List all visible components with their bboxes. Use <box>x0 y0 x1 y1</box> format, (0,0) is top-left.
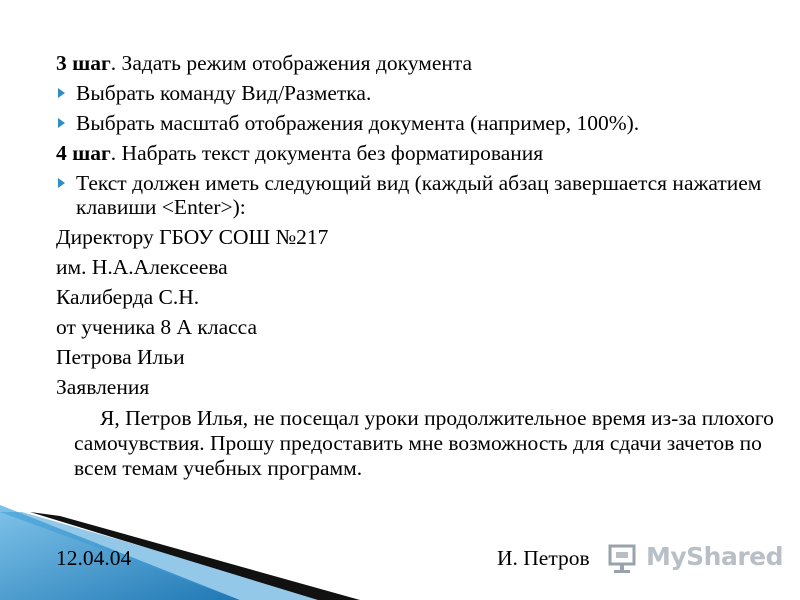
step-4-label: 4 шаг <box>56 141 111 165</box>
letter-paragraph <box>56 402 776 481</box>
letter-line: Калиберда С.Н. <box>56 285 200 309</box>
letter-line: Заявления <box>56 375 150 399</box>
step-3-line <box>56 48 776 78</box>
slide-body <box>56 48 776 481</box>
bullet-arrow-icon <box>58 118 65 128</box>
bullet-text: Выбрать команду Вид/Разметка. <box>76 81 372 105</box>
watermark-text: MyShared <box>646 542 784 571</box>
bullet-arrow-icon <box>58 178 65 188</box>
step-3-label: 3 шаг <box>56 51 111 75</box>
letter-date: 12.04.04 <box>56 546 132 570</box>
step-3-text: . Задать режим отображения документа <box>110 51 473 75</box>
step-4-line <box>56 138 776 168</box>
paragraph-text: Я, Петров Илья, не посещал уроки продолжительное время из-за плохого самочувствия. Прошу предоставить мне возможность для сдачи зачетов по всем темам учебных программ. <box>74 406 774 480</box>
watermark-logo-icon <box>606 540 642 576</box>
letter-line: от ученика 8 А класса <box>56 315 258 339</box>
date-signature-row <box>56 543 656 573</box>
bullet-item <box>56 78 776 108</box>
letter-line: Директору ГБОУ СОШ №217 <box>56 225 329 249</box>
bullet-item <box>56 168 776 222</box>
bullet-item <box>56 108 776 138</box>
letter-line: Петрова Ильи <box>56 345 185 369</box>
letter-signature: И. Петров <box>497 546 590 570</box>
bullet-text: Текст должен иметь следующий вид (каждый абзац завершается нажатием клавиши <Enter>): <box>76 171 762 219</box>
bullet-arrow-icon <box>58 88 65 98</box>
step-4-text: . Набрать текст документа без форматирования <box>110 141 544 165</box>
letter-line: им. Н.А.Алексеева <box>56 255 228 279</box>
bullet-text: Выбрать масштаб отображения документа (например, 100%). <box>76 111 640 135</box>
